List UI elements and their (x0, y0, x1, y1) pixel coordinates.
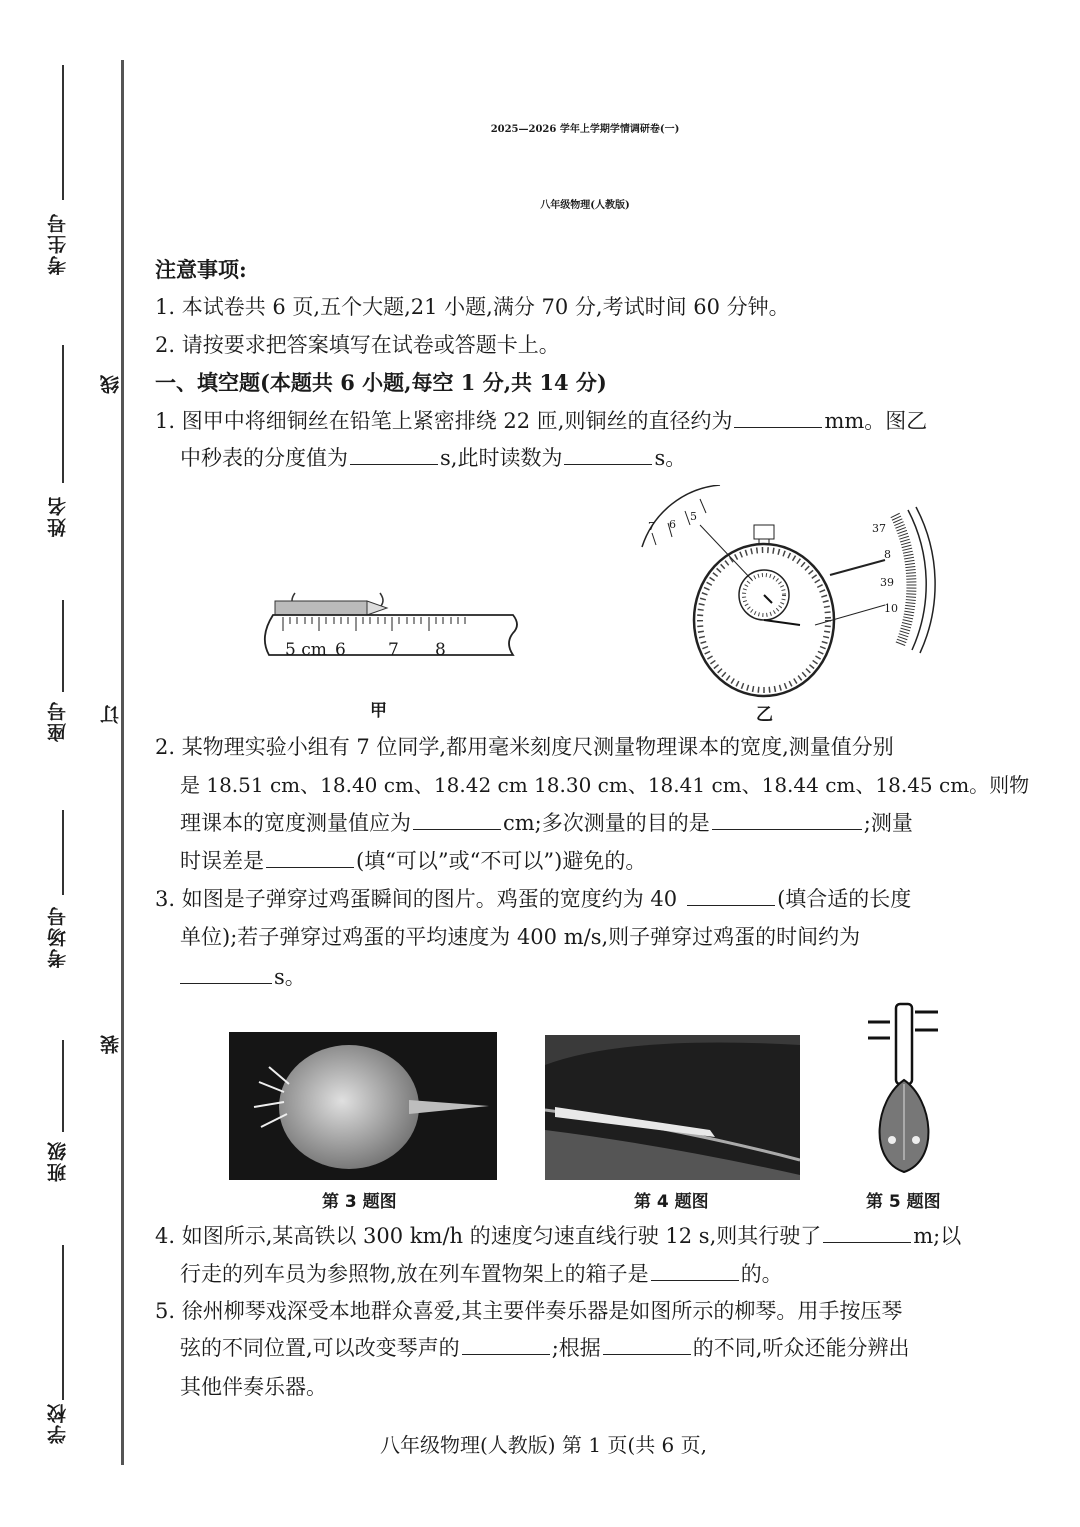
field-line-class (62, 1040, 64, 1132)
answer-blank[interactable] (266, 847, 354, 868)
q5-line-1: 5. 徐州柳琴戏深受本地群众喜爱,其主要伴奏乐器是如图所示的柳琴。用手按压琴 (155, 1299, 903, 1323)
answer-blank[interactable] (564, 444, 652, 465)
field-label-name: 姓名 (47, 495, 69, 537)
page-footer: 八年级物理(人教版) 第 1 页(共 6 页, (380, 1433, 708, 1457)
bullet-egg-photo (229, 1032, 497, 1180)
liuqin-instrument-drawing (860, 1000, 950, 1180)
q4-text: m;以 (913, 1224, 962, 1248)
ruler-tick-label: 6 (335, 640, 346, 660)
field-line-school (62, 1245, 64, 1400)
ruler-tick-label: 5 cm (285, 640, 327, 660)
binding-line (121, 60, 124, 1465)
note-1: 1. 本试卷共 6 页,五个大题,21 小题,满分 70 分,考试时间 60 分钟。 (155, 295, 790, 319)
high-speed-train-photo (545, 1035, 800, 1180)
q1-text: s,此时读数为 (440, 446, 563, 470)
field-label-school: 学校 (47, 1402, 69, 1444)
field-label-class: 班级 (47, 1140, 69, 1182)
binding-mark-bind: 装 (100, 1035, 122, 1054)
q3-line-2: 单位);若子弹穿过鸡蛋的平均速度为 400 m/s,则子弹穿过鸡蛋的时间约为 (180, 925, 861, 949)
q1-line-1 (155, 406, 927, 436)
stopwatch-scale-label: 39 (880, 576, 894, 589)
q2-text: (填“可以”或“不可以”)避免的。 (356, 849, 647, 873)
q5-text: ;根据 (551, 1336, 601, 1360)
ruler-tick-label: 8 (435, 640, 446, 660)
answer-blank[interactable] (462, 1334, 550, 1355)
field-label-room: 考场号 (47, 905, 69, 968)
q4-text: 的。 (740, 1262, 783, 1286)
q4-text: 4. 如图所示,某高铁以 300 km/h 的速度匀速直线行驶 12 s,则其行驶了 (155, 1224, 822, 1248)
stopwatch-figure (640, 485, 950, 700)
field-label-exam-number: 考生号 (47, 212, 69, 275)
q3-text: (填合适的长度 (777, 887, 912, 911)
q3-line-1 (155, 884, 911, 914)
q1-text: s。 (654, 446, 687, 470)
q1-text: 1. 图甲中将细铜丝在铅笔上紧密排绕 22 匝,则铜丝的直径约为 (155, 409, 733, 433)
q2-line-2: 是 18.51 cm、18.40 cm、18.42 cm 18.30 cm、18.41 cm、18.44 cm、18.45 cm。则物 (180, 773, 1030, 797)
field-line-exam-number (62, 65, 64, 200)
figure-5-caption: 第 5 题图 (866, 1192, 941, 1212)
q3-line-3 (180, 962, 306, 992)
binding-mark-line: 线 (100, 375, 122, 394)
stopwatch-scale-label: 6 (669, 518, 676, 531)
answer-blank[interactable] (180, 963, 272, 984)
field-line-seat (62, 600, 64, 692)
field-line-name (62, 345, 64, 483)
q5-text: 弦的不同位置,可以改变琴声的 (180, 1336, 460, 1360)
answer-blank[interactable] (413, 809, 501, 830)
answer-blank[interactable] (603, 1334, 691, 1355)
stopwatch-scale-label: 10 (884, 602, 898, 615)
q5-line-2 (180, 1333, 909, 1363)
answer-blank[interactable] (651, 1260, 739, 1281)
q2-text: ;测量 (863, 811, 913, 835)
stopwatch-scale-label: 5 (690, 510, 697, 523)
q4-line-2 (180, 1259, 783, 1289)
q1-text: mm。图乙 (824, 409, 928, 433)
answer-blank[interactable] (734, 407, 822, 428)
section-1-heading: 一、填空题(本题共 6 小题,每空 1 分,共 14 分) (155, 370, 607, 395)
note-2: 2. 请按要求把答案填写在试卷或答题卡上。 (155, 333, 560, 357)
q2-text: cm;多次测量的目的是 (503, 811, 710, 835)
q2-line-3 (180, 808, 913, 838)
q5-text: 的不同,听众还能分辨出 (692, 1336, 910, 1360)
answer-blank[interactable] (687, 885, 775, 906)
figure-4-caption: 第 4 题图 (634, 1192, 709, 1212)
answer-blank[interactable] (823, 1222, 911, 1243)
q4-line-1 (155, 1221, 961, 1251)
field-line-room (62, 810, 64, 895)
figure-b-label: 乙 (756, 705, 773, 725)
q1-text: 中秒表的分度值为 (180, 446, 348, 470)
q2-text: 时误差是 (180, 849, 264, 873)
field-label-seat: 座号 (47, 700, 69, 742)
ruler-tick-label: 7 (388, 640, 399, 660)
figure-a-label: 甲 (370, 701, 387, 721)
notes-heading: 注意事项: (155, 257, 247, 282)
stopwatch-scale-label: 7 (648, 520, 655, 533)
stopwatch-scale-label: 37 (872, 522, 886, 535)
binding-mark-staple: 订 (100, 705, 122, 724)
answer-blank[interactable] (350, 444, 438, 465)
q2-line-4 (180, 846, 646, 876)
stopwatch-scale-label: 8 (884, 548, 891, 561)
q1-line-2 (180, 443, 686, 473)
q3-text: 3. 如图是子弹穿过鸡蛋瞬间的图片。鸡蛋的宽度约为 40 (155, 887, 678, 911)
answer-blank[interactable] (712, 809, 862, 830)
exam-subtitle: 八年级物理(人教版) (540, 200, 630, 211)
exam-title: 2025—2026 学年上学期学情调研卷(一) (490, 124, 680, 135)
q2-line-1: 2. 某物理实验小组有 7 位同学,都用毫米刻度尺测量物理课本的宽度,测量值分别 (155, 735, 894, 759)
q4-text: 行走的列车员为参照物,放在列车置物架上的箱子是 (180, 1262, 649, 1286)
q2-text: 理课本的宽度测量值应为 (180, 811, 411, 835)
q3-text: s。 (274, 965, 306, 989)
figure-3-caption: 第 3 题图 (322, 1192, 397, 1212)
ruler-pencil-figure (255, 585, 525, 675)
q5-line-3: 其他伴奏乐器。 (180, 1375, 327, 1399)
